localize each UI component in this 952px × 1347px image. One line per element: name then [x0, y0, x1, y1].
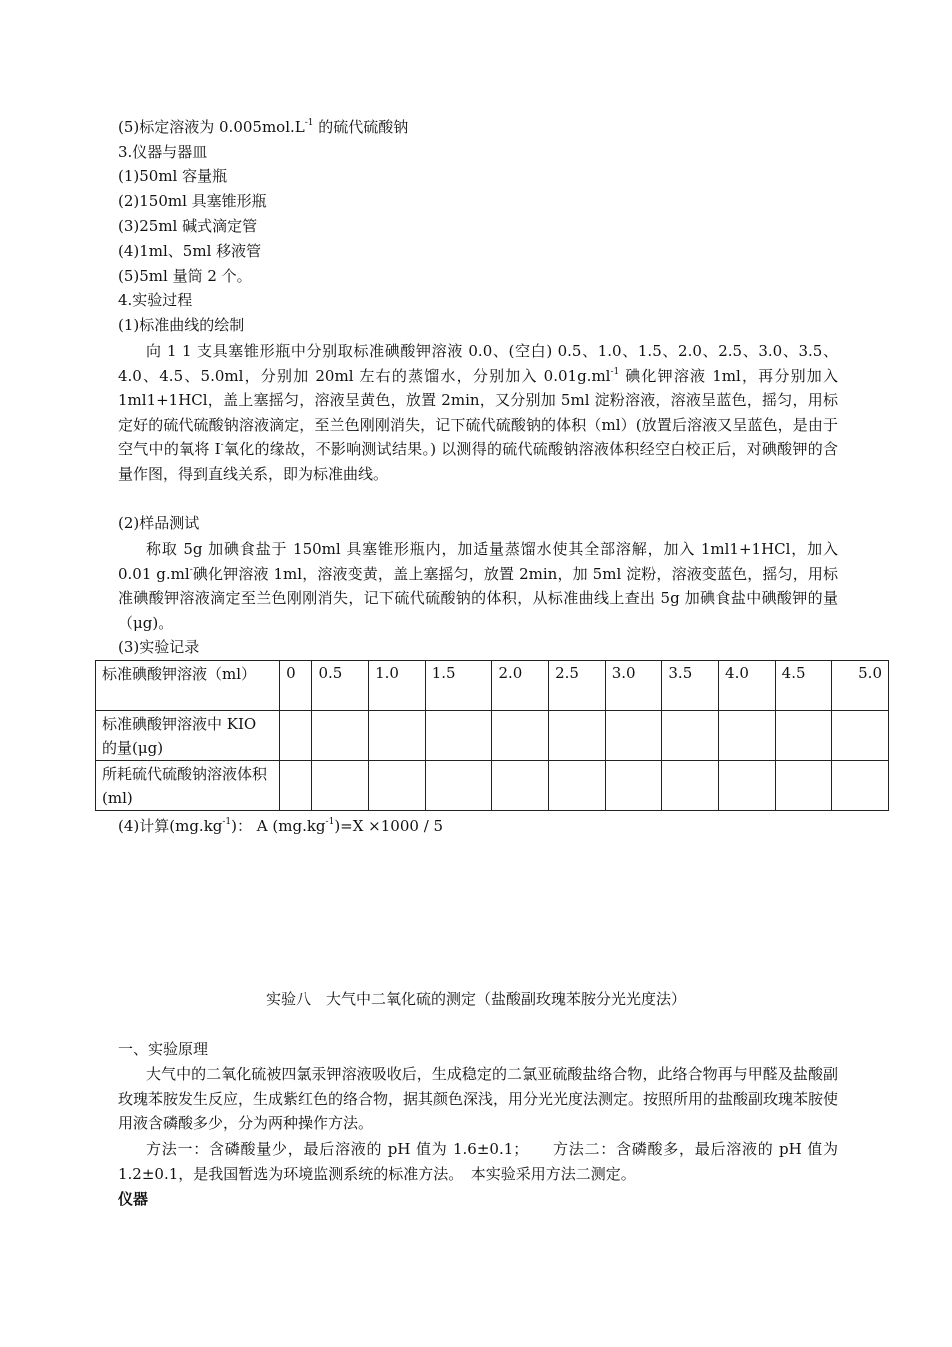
experiment-8-title: 实验八 大气中二氧化硫的测定（盐酸副玫瑰苯胺分光光度法） — [265, 990, 686, 1008]
instrument-heading: 仪器 — [118, 1190, 149, 1208]
record-table — [95, 660, 889, 811]
superscript: -1 — [325, 817, 335, 827]
table-row — [96, 661, 889, 711]
section-heading-instruments: 3.仪器与器皿 — [118, 143, 208, 161]
instrument-item-5: (5)5ml 量筒 2 个。 — [118, 267, 252, 285]
table-cell: 1.5 — [425, 661, 492, 711]
table-cell — [312, 711, 369, 761]
table-cell — [662, 711, 719, 761]
sample-test-paragraph — [118, 537, 838, 635]
principle-paragraph: 大气中的二氧化硫被四氯汞钾溶液吸收后，生成稳定的二氯亚硫酸盐络合物，此络合物再与甲醛及盐酸副玫瑰苯胺发生反应，生成紫红色的络合物，据其颜色深浅，用分光光度法测定。按照所用的盐酸副玫瑰苯胺使用液含磷酸多少，分为两种操作方法。 — [118, 1065, 839, 1133]
table-cell — [662, 761, 719, 811]
text: 的硫代硫酸钠 — [313, 118, 409, 136]
text: )=X ×1000 / 5 — [334, 817, 444, 835]
methods-paragraph: 方法一：含磷酸量少，最后溶液的 pH 值为 1.6±0.1； 方法二：含磷酸多，最后溶液的 pH 值为 1.2±0.1，是我国暂选为环境监测系统的标准方法。 本实验采用方法二测定。 — [118, 1140, 838, 1183]
table-cell: 1.0 — [369, 661, 426, 711]
reagent-item-5 — [118, 115, 408, 139]
table-cell — [280, 761, 312, 811]
text: 碘化钾溶液 1ml，再分别加入 1ml1+1HCl，盖上塞摇匀，溶液呈黄色，放置 2min，又分别加 5ml 淀粉溶液，溶液呈蓝色，摇匀，用标定好的硫代硫酸钠溶液滴定，至兰色刚刚消失，记下硫代硫酸钠的体积（ml）(放置后溶液又呈蓝色，是由于空气中的氧将 I — [118, 366, 838, 459]
instrument-item-2: (2)150ml 具塞锥形瓶 — [118, 192, 267, 210]
standard-curve-paragraph — [118, 339, 838, 487]
table-cell: 0.5 — [312, 661, 369, 711]
table-row — [96, 711, 889, 761]
table-cell — [425, 761, 492, 811]
table-cell: 3.5 — [662, 661, 719, 711]
table-cell: 2.0 — [492, 661, 549, 711]
instrument-item-3: (3)25ml 碱式滴定管 — [118, 217, 258, 235]
superscript: - — [220, 440, 224, 451]
table-row — [96, 761, 889, 811]
instrument-item-1: (1)50ml 容量瓶 — [118, 167, 228, 185]
superscript: -1 — [610, 366, 620, 377]
table-cell: 4.5 — [775, 661, 832, 711]
table-cell: 0 — [280, 661, 312, 711]
text: 氧化的缘故，不影响测试结果。) 以测得的硫代硫酸钠溶液体积经空白校正后，对碘酸钾的含量作图，得到直线关系，即为标准曲线。 — [118, 440, 838, 483]
table-cell — [775, 761, 832, 811]
instrument-item-4: (4)1ml、5ml 移液管 — [118, 242, 262, 260]
superscript: - — [189, 564, 193, 575]
row-label-volume: 标准碘酸钾溶液（ml） — [96, 661, 280, 711]
text: )： A (mg.kg — [231, 817, 326, 835]
superscript: -1 — [222, 817, 232, 827]
subheading-standard-curve: (1)标准曲线的绘制 — [118, 316, 245, 334]
table-cell — [492, 761, 549, 811]
table-cell — [775, 711, 832, 761]
subheading-sample-test: (2)样品测试 — [118, 514, 200, 532]
table-cell: 4.0 — [719, 661, 776, 711]
table-cell — [425, 711, 492, 761]
table-cell — [549, 761, 606, 811]
table-cell: 2.5 — [549, 661, 606, 711]
subheading-record: (3)实验记录 — [118, 638, 200, 656]
text: 向 1 1 支具塞锥形瓶中分别取标准碘酸钾溶液 0.0、(空白) 0.5、1.0、1.5、2.0、2.5、3.0、3.5、4.0、4.5、5.0ml，分别加 20ml 左右的蒸馏水，分别加入 0.01g.ml — [118, 342, 838, 385]
table-cell — [832, 761, 889, 811]
table-cell — [312, 761, 369, 811]
table-cell: 3.0 — [605, 661, 662, 711]
superscript: -1 — [304, 118, 314, 128]
section-heading-procedure: 4.实验过程 — [118, 291, 193, 309]
text: 称取 5g 加碘食盐于 150ml 具塞锥形瓶内，加适量蒸馏水使其全部溶解，加入 1ml1+1HCl，加入 0.01 g.ml — [118, 540, 838, 583]
table-cell — [605, 761, 662, 811]
table-cell — [549, 711, 606, 761]
text: (5)标定溶液为 0.005mol.L — [118, 118, 305, 136]
table-cell: 5.0 — [832, 661, 889, 711]
text: (4)计算(mg.kg — [118, 817, 223, 835]
table-cell — [369, 711, 426, 761]
calculation-formula — [118, 814, 443, 838]
table-cell — [492, 711, 549, 761]
row-label-kio-amount: 标准碘酸钾溶液中 KIO 的量(μg) — [96, 711, 280, 761]
text: 碘化钾溶液 1ml，溶液变黄，盖上塞摇匀，放置 2min，加 5ml 淀粉，溶液变蓝色，摇匀，用标准碘酸钾溶液滴定至兰色刚刚消失，记下硫代硫酸钠的体积，从标准曲线上查出 5g 加碘食盐中碘酸钾的量（μg)。 — [118, 564, 838, 632]
table-cell — [605, 711, 662, 761]
principle-heading: 一、实验原理 — [118, 1040, 209, 1058]
row-label-thiosulfate-volume: 所耗硫代硫酸钠溶液体积(ml) — [96, 761, 280, 811]
table-cell — [719, 761, 776, 811]
table-cell — [832, 711, 889, 761]
table-cell — [719, 711, 776, 761]
table-cell — [369, 761, 426, 811]
table-cell — [280, 711, 312, 761]
